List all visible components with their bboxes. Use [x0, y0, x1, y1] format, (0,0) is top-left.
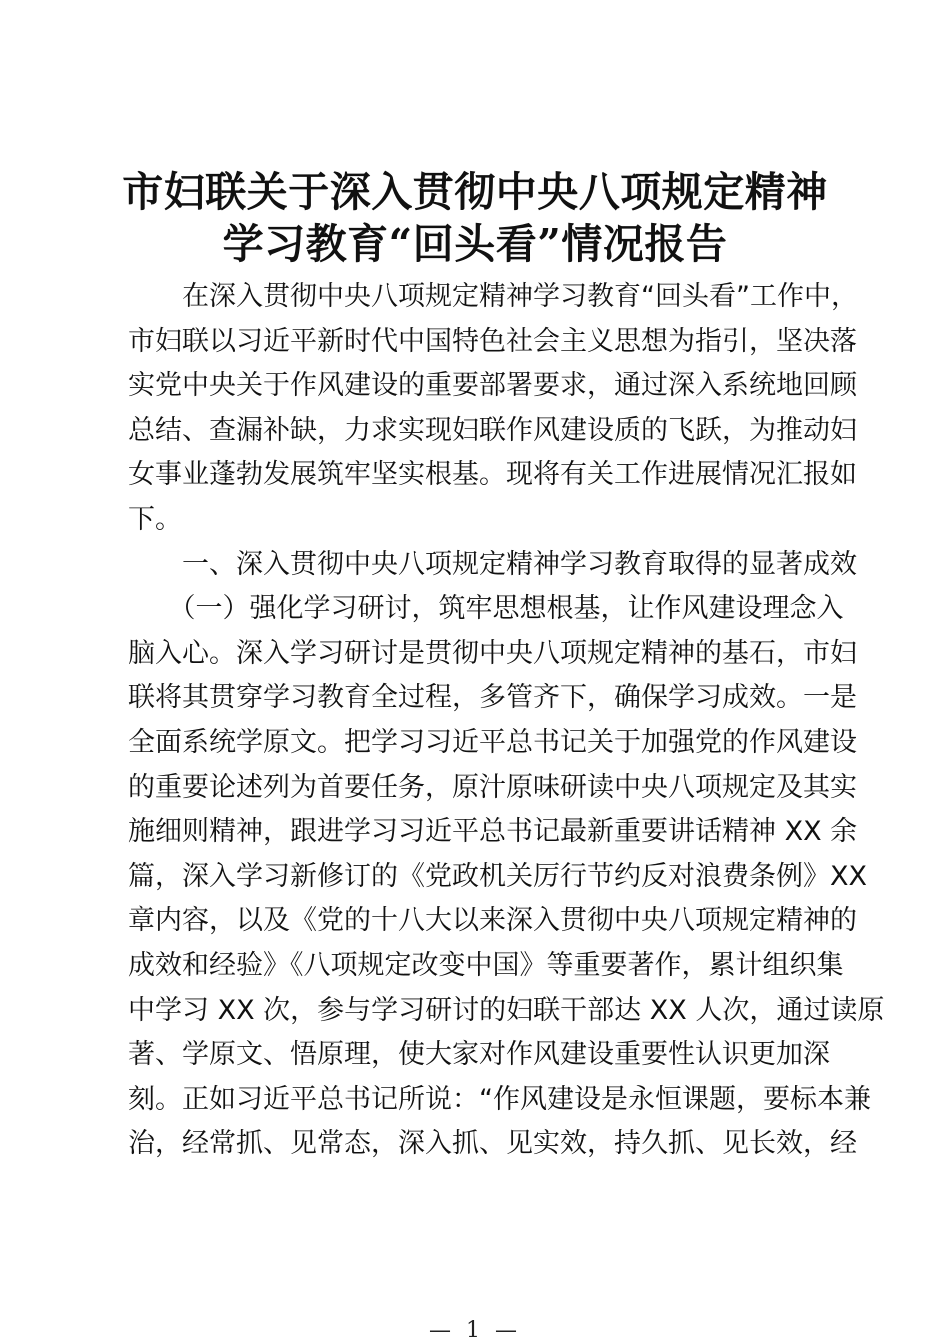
- report-title-line-1: 市妇联关于深入贯彻中央八项规定精神: [122, 168, 828, 216]
- body-text-line: 治，经常抓、见常态，深入抓、见实效，持久抓、见长效，经: [128, 1128, 857, 1160]
- body-text-line: 著、学原文、悟原理，使大家对作风建设重要性认识更加深: [128, 1039, 830, 1071]
- body-text-line: 中学习 XX 次，参与学习研讨的妇联干部达 XX 人次，通过读原: [128, 994, 885, 1026]
- report-title-line-2: 学习教育“回头看”情况报告: [222, 220, 728, 268]
- body-text-line: 全面系统学原文。把学习习近平总书记关于加强党的作风建设: [128, 727, 857, 758]
- body-text-line: 脑入心。深入学习研讨是贯彻中央八项规定精神的基石，市妇: [128, 637, 857, 669]
- body-text-line: 的重要论述列为首要任务，原汁原味研读中央八项规定及其实: [128, 771, 857, 803]
- body-text-line: 下。: [128, 504, 182, 535]
- body-text-line: 联将其贯穿学习教育全过程，多管齐下，确保学习成效。一是: [128, 682, 857, 714]
- body-text-line: 在深入贯彻中央八项规定精神学习教育“回头看”工作中，: [128, 281, 858, 312]
- body-text-line: 总结、查漏补缺，力求实现妇联作风建设质的飞跃，为推动妇: [128, 414, 857, 446]
- body-text-line: 一、深入贯彻中央八项规定精神学习教育取得的显著成效: [128, 548, 857, 580]
- body-text-line: 女事业蓬勃发展筑牢坚实根基。现将有关工作进展情况汇报如: [128, 459, 857, 491]
- body-text-line: 实党中央关于作风建设的重要部署要求，通过深入系统地回顾: [128, 370, 857, 402]
- page-number: — 1 —: [429, 1318, 521, 1343]
- body-text-line: 成效和经验》《八项规定改变中国》等重要著作，累计组织集: [128, 950, 844, 981]
- body-text-line: （一）强化学习研讨，筑牢思想根基，让作风建设理念入: [128, 593, 844, 625]
- body-text-line: 施细则精神，跟进学习习近平总书记最新重要讲话精神 XX 余: [128, 816, 858, 848]
- body-text-line: 章内容，以及《党的十八大以来深入贯彻中央八项规定精神的: [128, 905, 857, 937]
- body-text-line: 篇，深入学习新修订的《党政机关厉行节约反对浪费条例》XX: [128, 860, 867, 892]
- body-text-line: 市妇联以习近平新时代中国特色社会主义思想为指引，坚决落: [128, 325, 857, 357]
- body-text-line: 刻。正如习近平总书记所说：“作风建设是永恒课题，要标本兼: [128, 1083, 871, 1115]
